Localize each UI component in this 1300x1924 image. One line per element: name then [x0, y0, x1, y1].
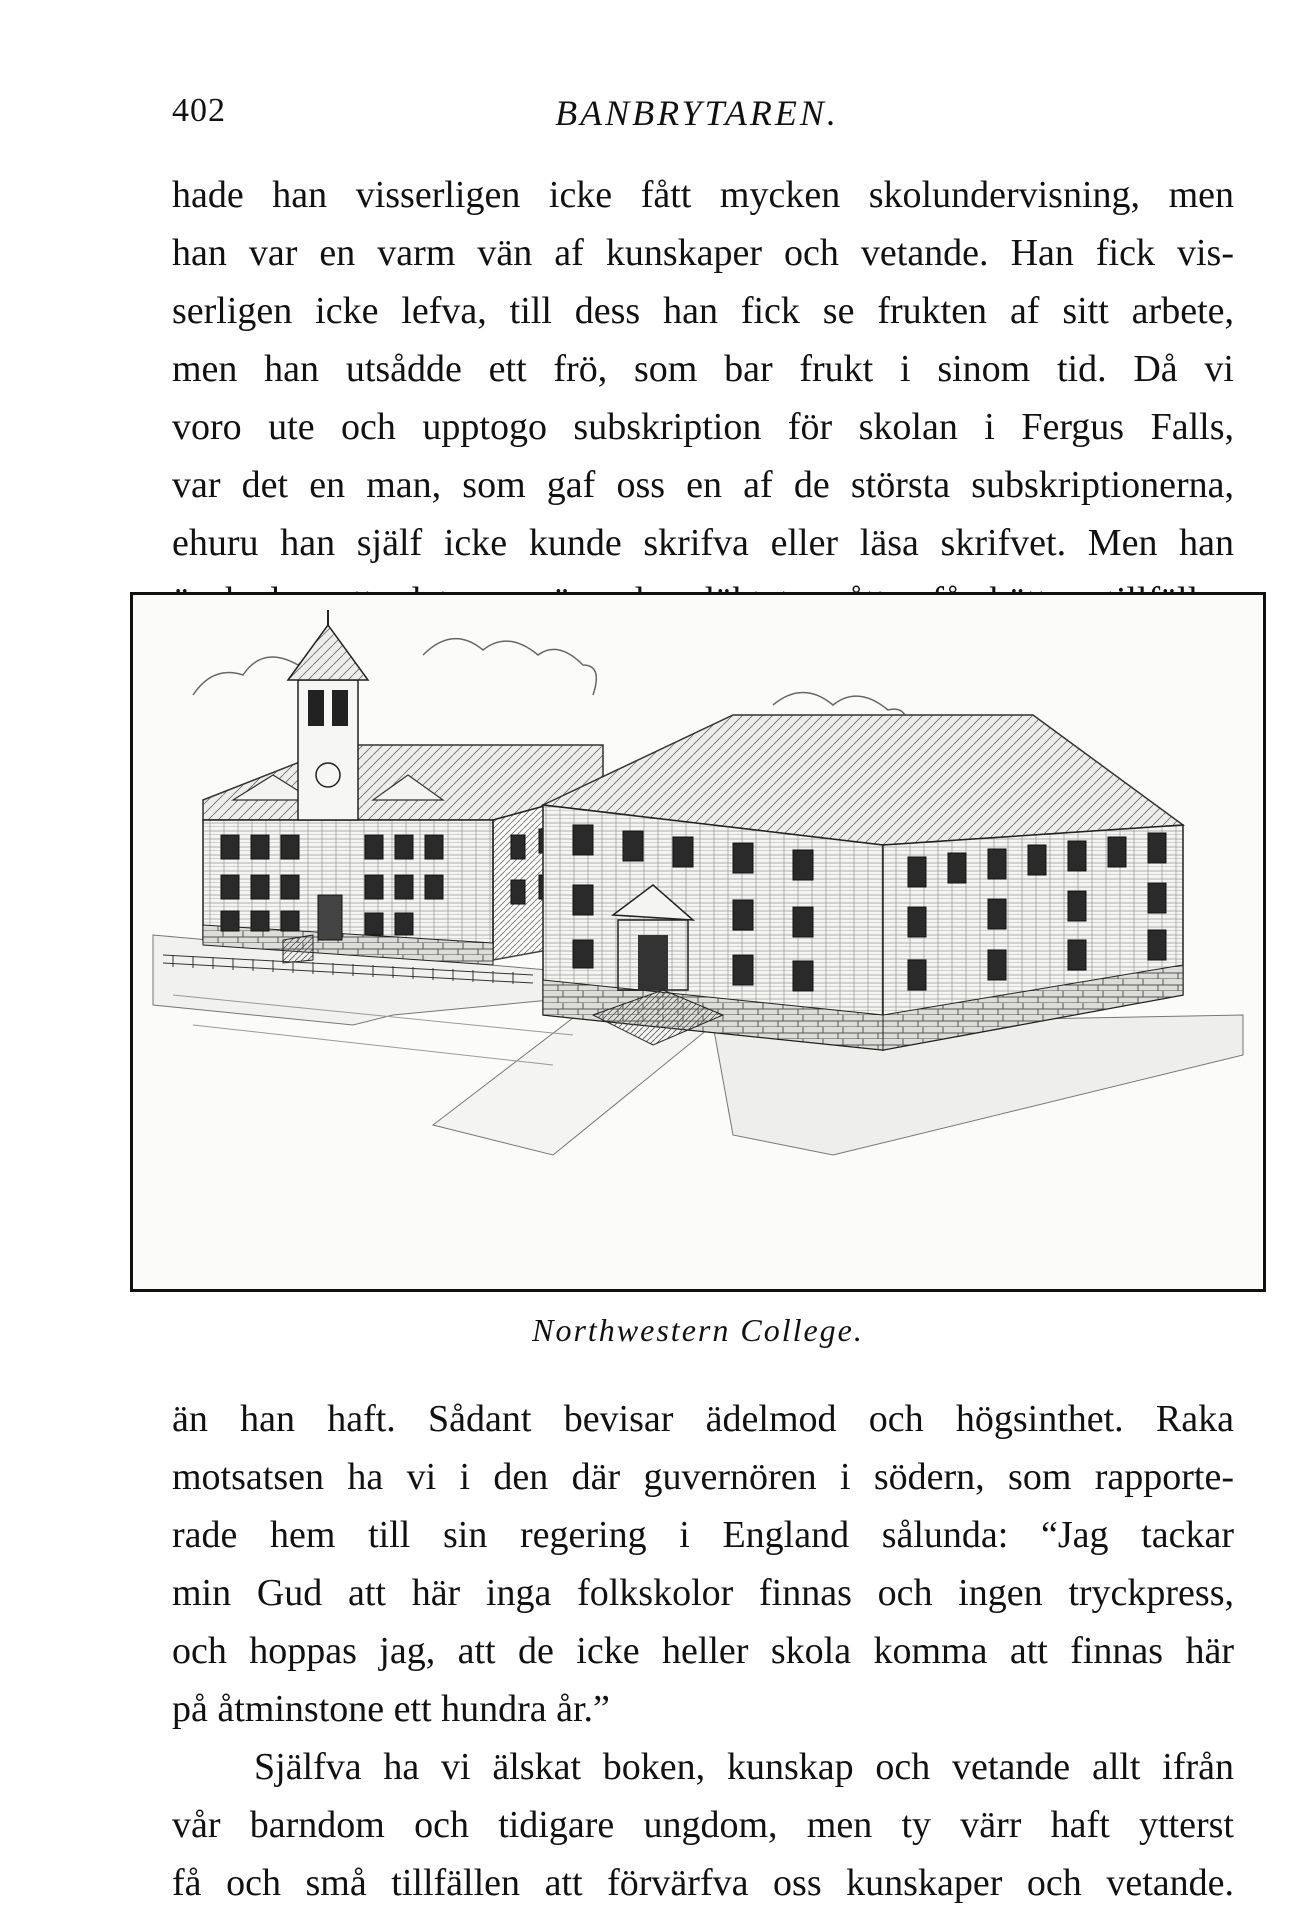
college-engraving — [133, 595, 1263, 1289]
text-line: han var en varm vän af kunskaper och vetande. Han fick vis- — [172, 232, 1234, 274]
running-head — [172, 92, 1222, 142]
top-paragraph — [172, 166, 1234, 630]
text-line: men han utsådde ett frö, som bar frukt i sinom tid. Då vi — [172, 348, 1234, 390]
text-line: voro ute och upptogo subskription för skolan i Fergus Falls, — [172, 406, 1234, 448]
text-line: på åtminstone ett hundra år.” — [172, 1688, 610, 1730]
building-illustration — [130, 592, 1266, 1292]
left-steps — [283, 935, 313, 963]
text-line: motsatsen ha vi i den där guvernören i södern, som rapporte- — [172, 1456, 1234, 1498]
text-line: vår barndom och tidigare ungdom, men ty värr haft ytterst — [172, 1804, 1234, 1846]
final-paragraph — [172, 1738, 1234, 1912]
text-line: Själfva ha vi älskat boken, kunskap och vetande allt ifrån — [254, 1746, 1234, 1788]
text-line: serligen icke lefva, till dess han fick se frukten af sitt arbete, — [172, 290, 1234, 332]
bottom-paragraph — [172, 1390, 1234, 1738]
text-line: få och små tillfällen att förvärfva oss kunskaper och vetande. — [172, 1862, 1234, 1904]
figure-caption: Northwestern College. — [532, 1312, 864, 1348]
text-line: min Gud att här inga folkskolor finnas och ingen tryckpress, — [172, 1572, 1234, 1614]
text-line: rade hem till sin regering i England sålunda: “Jag tackar — [172, 1514, 1234, 1556]
text-line: ehuru han själf icke kunde skrifva eller läsa skrifvet. Men han — [172, 522, 1234, 564]
text-line: var det en man, som gaf oss en af de största subskriptionerna, — [172, 464, 1234, 506]
text-line: hade han visserligen icke fått mycken skolundervisning, men — [172, 174, 1234, 216]
right-building — [543, 715, 1183, 1050]
page-number: 402 — [172, 92, 226, 129]
text-line: än han haft. Sådant bevisar ädelmod och högsinthet. Raka — [172, 1398, 1234, 1440]
text-line: och hoppas jag, att de icke heller skola komma att finnas här — [172, 1630, 1234, 1672]
running-title: BANBRYTAREN. — [555, 93, 839, 133]
